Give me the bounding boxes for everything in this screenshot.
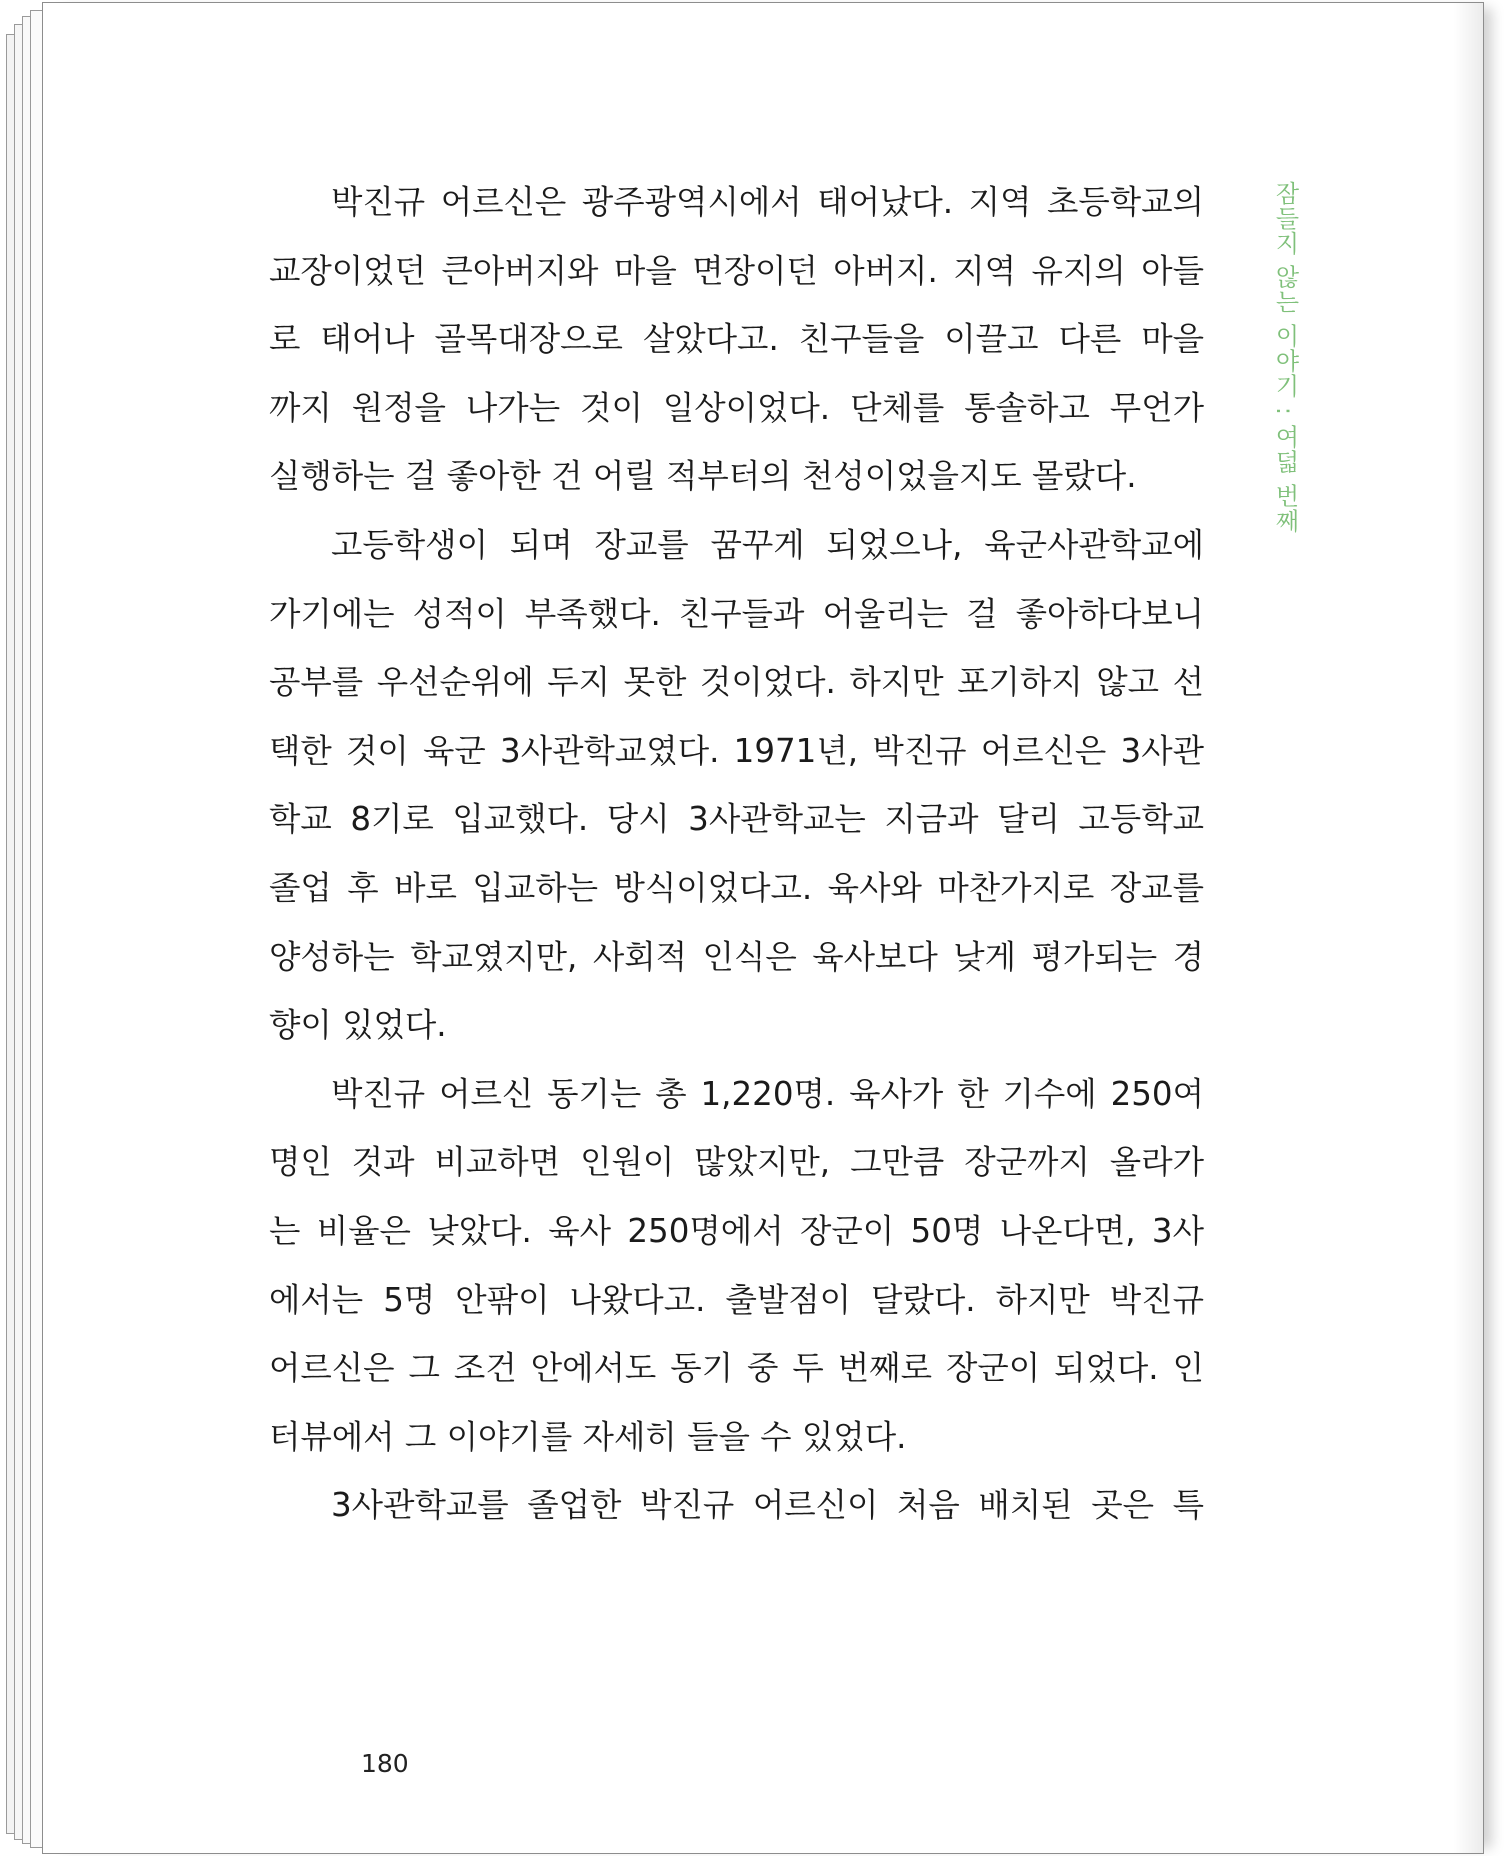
text-line: 어르신은 그 조건 안에서도 동기 중 두 번째로 장군이 되었다. 인 xyxy=(269,1349,1204,1388)
running-head: 잠들지 않는 이야기 : 여덟 번째 xyxy=(1271,181,1299,534)
text-line: 학교 8기로 입교했다. 당시 3사관학교는 지금과 달리 고등학교 xyxy=(269,800,1204,839)
text-line: 에서는 5명 안팎이 나왔다고. 출발점이 달랐다. 하지만 박진규 xyxy=(269,1280,1204,1319)
text-line: 교장이었던 큰아버지와 마을 면장이던 아버지. 지역 유지의 아들 xyxy=(269,251,1204,290)
text-line: 박진규 어르신 동기는 총 1,220명. 육사가 한 기수에 250여 xyxy=(331,1074,1204,1113)
text-line: 로 태어나 골목대장으로 살았다고. 친구들을 이끌고 다른 마을 xyxy=(269,320,1204,359)
text-line: 3사관학교를 졸업한 박진규 어르신이 처음 배치된 곳은 특 xyxy=(331,1486,1204,1525)
text-line: 터뷰에서 그 이야기를 자세히 들을 수 있었다. xyxy=(269,1417,907,1456)
text-line: 실행하는 걸 좋아한 건 어릴 적부터의 천성이었을지도 몰랐다. xyxy=(269,457,1137,496)
text-line: 가기에는 성적이 부족했다. 친구들과 어울리는 걸 좋아하다보니 xyxy=(269,594,1204,633)
book-page xyxy=(42,2,1484,1854)
page-number: 180 xyxy=(361,1749,409,1778)
text-line: 향이 있었다. xyxy=(269,1006,447,1045)
text-line: 졸업 후 바로 입교하는 방식이었다고. 육사와 마찬가지로 장교를 xyxy=(269,868,1204,907)
text-line: 까지 원정을 나가는 것이 일상이었다. 단체를 통솔하고 무언가 xyxy=(269,388,1204,427)
text-line: 양성하는 학교였지만, 사회적 인식은 육사보다 낮게 평가되는 경 xyxy=(269,937,1204,976)
text-line: 는 비율은 낮았다. 육사 250명에서 장군이 50명 나온다면, 3사 xyxy=(269,1211,1204,1250)
text-line: 택한 것이 육군 3사관학교였다. 1971년, 박진규 어르신은 3사관 xyxy=(269,731,1204,770)
text-line: 박진규 어르신은 광주광역시에서 태어났다. 지역 초등학교의 xyxy=(331,183,1204,221)
text-line: 명인 것과 비교하면 인원이 많았지만, 그만큼 장군까지 올라가 xyxy=(269,1143,1204,1182)
text-line: 공부를 우선순위에 두지 못한 것이었다. 하지만 포기하지 않고 선 xyxy=(269,663,1204,702)
text-line: 고등학생이 되며 장교를 꿈꾸게 되었으나, 육군사관학교에 xyxy=(331,525,1204,564)
body-text xyxy=(269,168,1204,1540)
